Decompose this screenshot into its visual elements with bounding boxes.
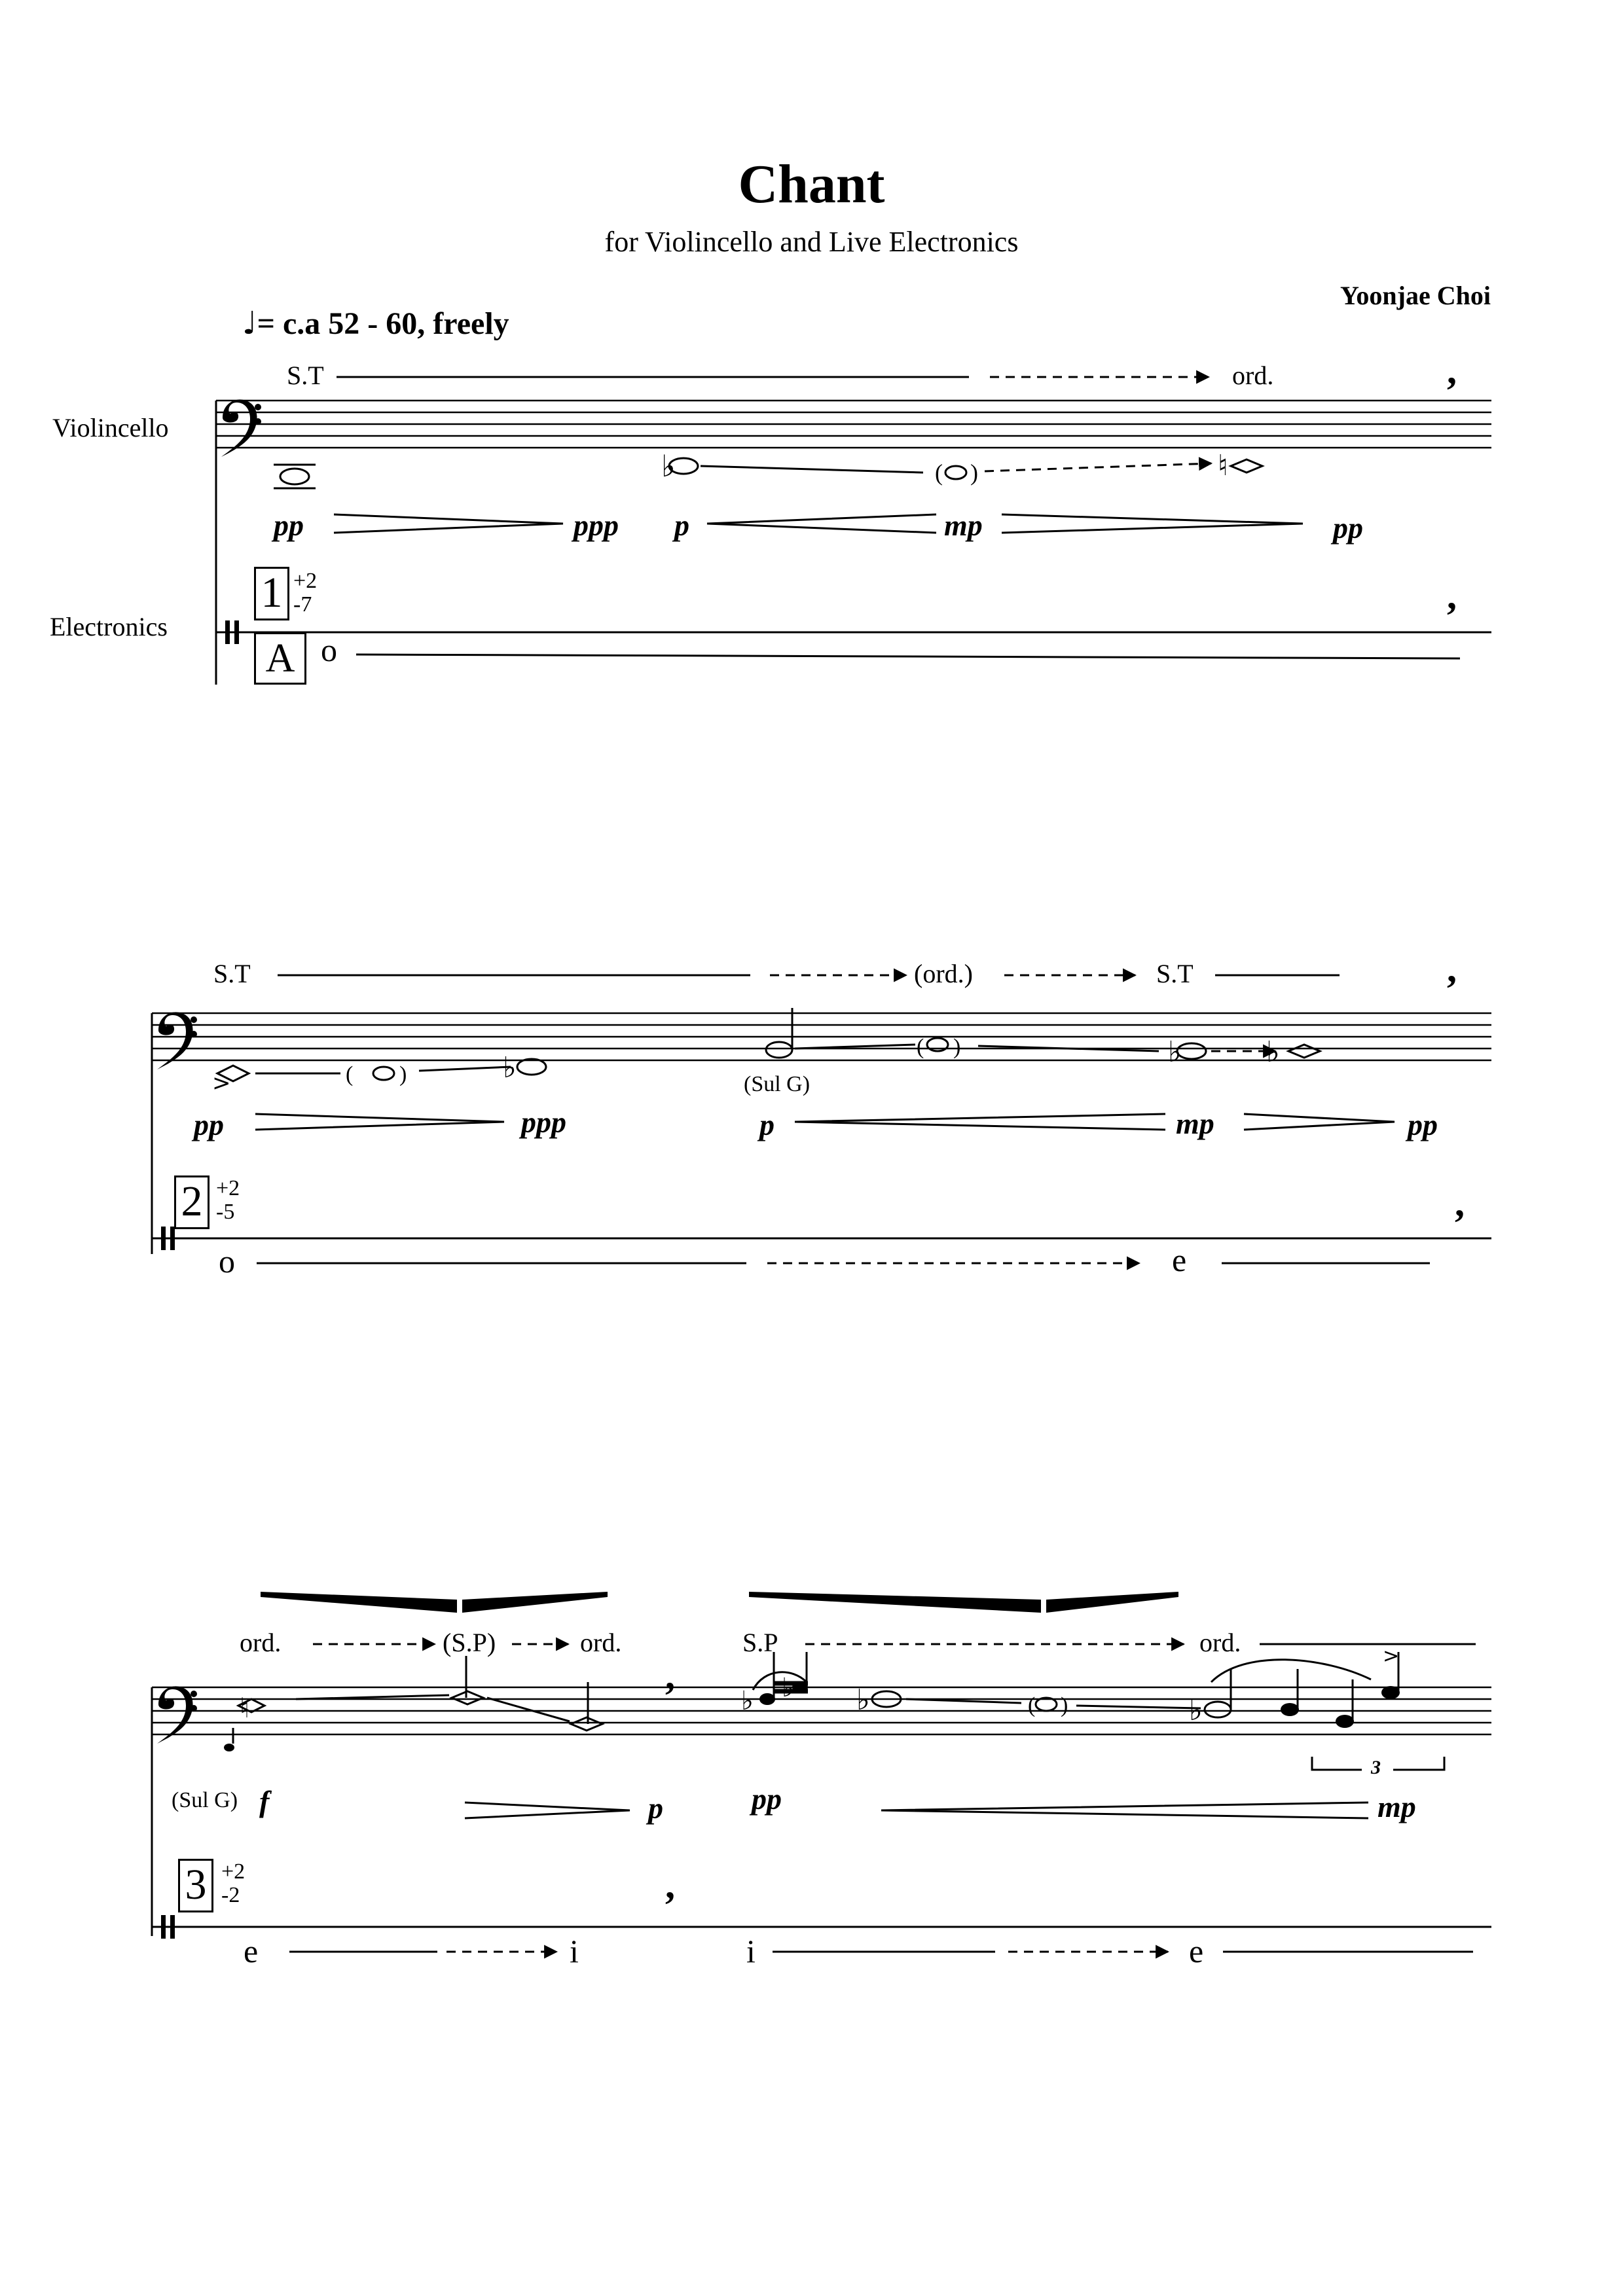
dynamic-mark: p bbox=[648, 1791, 663, 1825]
instrument-label-electronics: Electronics bbox=[50, 612, 168, 641]
vowel-label: o bbox=[219, 1243, 235, 1280]
technique-label: ord. bbox=[1199, 1628, 1241, 1657]
cue-number-box: 3 bbox=[178, 1859, 213, 1912]
svg-text:): ) bbox=[970, 459, 978, 486]
dynamic-mark: ppp bbox=[574, 509, 619, 542]
flat-icon: ♭ bbox=[856, 1683, 870, 1717]
technique-label: ord. bbox=[1232, 361, 1274, 390]
technique-label: S.P bbox=[742, 1628, 778, 1657]
cue-offset-minus: -2 bbox=[221, 1883, 240, 1907]
hairpins-system-3 bbox=[465, 1803, 1368, 1818]
cue-offset-minus: -5 bbox=[216, 1200, 235, 1224]
technique-label: (ord.) bbox=[914, 959, 973, 988]
flat-icon: ♭ bbox=[741, 1686, 754, 1716]
cue-offset-plus: +2 bbox=[221, 1859, 246, 1884]
hairpins-system-2 bbox=[255, 1114, 1395, 1130]
dynamic-mark: pp bbox=[1408, 1108, 1438, 1141]
cue-number-box: 2 bbox=[174, 1175, 210, 1229]
note-low-c bbox=[280, 469, 309, 484]
breath-mark: , bbox=[665, 1654, 675, 1697]
note-ghost bbox=[945, 466, 966, 479]
wedge-bars bbox=[261, 1592, 1178, 1613]
flat-icon: ♭ bbox=[503, 1051, 517, 1085]
svg-text:(: ( bbox=[1028, 1693, 1036, 1717]
page-subtitle: for Violincello and Live Electronics bbox=[604, 226, 1019, 258]
instrument-label-cello: Violincello bbox=[52, 413, 169, 442]
cue-offset-plus: +2 bbox=[293, 569, 318, 593]
natural-icon: ♮ bbox=[240, 1692, 250, 1724]
vowel-label: o bbox=[321, 632, 337, 668]
cello-staff-3 bbox=[152, 1687, 1491, 1936]
system-2 bbox=[152, 975, 1491, 1263]
dynamic-mark: p bbox=[674, 509, 689, 542]
hairpins-system-1 bbox=[334, 514, 1303, 533]
flat-icon: ♭ bbox=[1189, 1694, 1203, 1727]
dynamic-mark: pp bbox=[194, 1108, 224, 1141]
breath-mark: , bbox=[1447, 349, 1457, 392]
vowel-label: e bbox=[244, 1933, 259, 1969]
page-title: Chant bbox=[738, 154, 885, 215]
technique-label: S.T bbox=[287, 361, 324, 390]
system-3 bbox=[152, 1592, 1491, 1952]
breath-mark: , bbox=[665, 1863, 675, 1907]
vowel-label: i bbox=[746, 1933, 756, 1969]
svg-text:(: ( bbox=[917, 1035, 924, 1059]
cue-number-box: 1 bbox=[254, 567, 289, 620]
flat-icon: ♭ bbox=[782, 1673, 794, 1703]
svg-text:>: > bbox=[212, 1070, 231, 1096]
dynamic-mark: mp bbox=[944, 509, 983, 542]
dynamic-mark: mp bbox=[1377, 1790, 1416, 1823]
cue-offset-minus: -7 bbox=[293, 592, 312, 617]
dynamic-mark: pp bbox=[752, 1782, 782, 1816]
tempo-marking bbox=[242, 305, 509, 342]
vowel-label: i bbox=[570, 1933, 579, 1969]
technique-label: S.T bbox=[213, 959, 251, 988]
quarter-note-icon: ♩ bbox=[242, 305, 257, 342]
tempo-text: = c.a 52 - 60, freely bbox=[257, 306, 509, 341]
breath-mark: , bbox=[1447, 574, 1457, 617]
flat-icon: ♭ bbox=[661, 448, 676, 484]
dynamic-mark: ppp bbox=[521, 1105, 566, 1139]
dynamic-mark: mp bbox=[1176, 1107, 1214, 1140]
technique-label: ord. bbox=[580, 1628, 622, 1657]
string-indication: (Sul G) bbox=[744, 1072, 811, 1096]
svg-text:(: ( bbox=[346, 1062, 354, 1086]
svg-text:>: > bbox=[1383, 1645, 1400, 1668]
technique-label: ord. bbox=[240, 1628, 282, 1657]
svg-text:): ) bbox=[1061, 1693, 1068, 1717]
composer-name: Yoonjae Choi bbox=[1340, 281, 1491, 310]
dynamic-mark: pp bbox=[1333, 511, 1363, 545]
cue-offset-plus: +2 bbox=[216, 1176, 240, 1200]
section-letter-box: A bbox=[254, 632, 306, 685]
notes-system-2 bbox=[217, 1008, 1320, 1081]
breath-mark: , bbox=[1455, 1181, 1465, 1225]
svg-text:): ) bbox=[953, 1035, 961, 1059]
system-1 bbox=[216, 377, 1491, 685]
note-harmonic bbox=[1231, 459, 1262, 473]
flat-icon: ♭ bbox=[1168, 1035, 1182, 1069]
breath-mark: , bbox=[1447, 947, 1457, 990]
notes-system-1 bbox=[274, 458, 1262, 488]
vowel-label: e bbox=[1172, 1242, 1187, 1278]
dynamic-mark: pp bbox=[274, 509, 304, 542]
natural-icon: ♮ bbox=[1218, 449, 1228, 482]
flat-icon: ♭ bbox=[1266, 1035, 1280, 1069]
string-indication: (Sul G) bbox=[172, 1788, 238, 1812]
technique-label: (S.P) bbox=[443, 1628, 496, 1657]
technique-label: S.T bbox=[1156, 959, 1194, 988]
dynamic-mark: f bbox=[259, 1785, 270, 1818]
dynamic-mark: p bbox=[759, 1108, 775, 1141]
svg-text:(: ( bbox=[935, 459, 943, 486]
tuplet-number: 3 bbox=[1371, 1757, 1381, 1778]
vowel-label: e bbox=[1189, 1933, 1204, 1969]
cello-staff-1 bbox=[216, 401, 1491, 685]
svg-text:): ) bbox=[399, 1062, 407, 1086]
